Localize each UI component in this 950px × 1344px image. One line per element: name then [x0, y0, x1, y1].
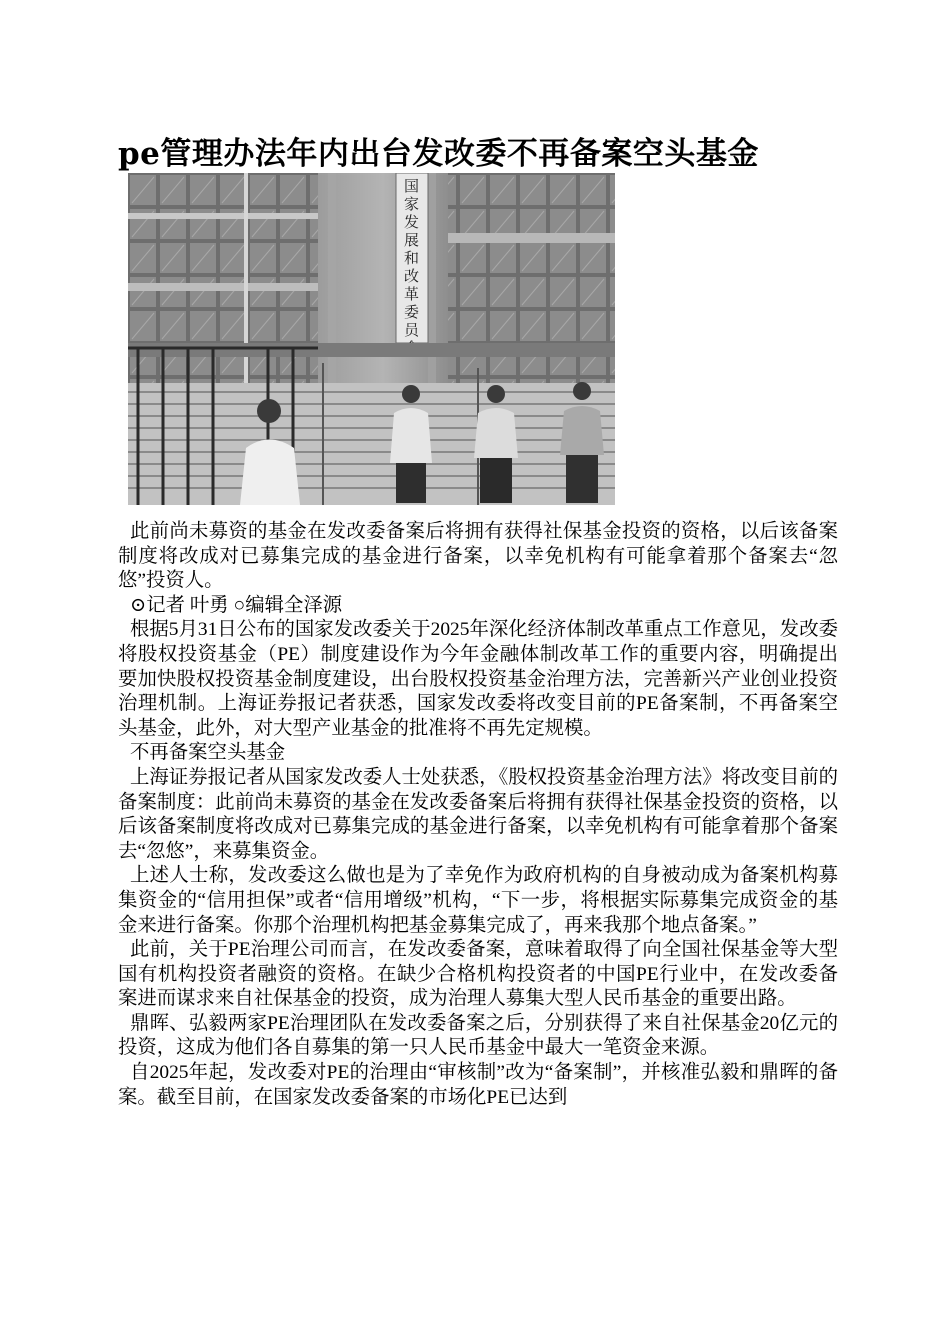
- paragraph: 根据5月31日公布的国家发改委关于2025年深化经济体制改革重点工作意见，发改委将股权投资基金（PE）制度建设作为今年金融体制改革工作的重要内容，明确提出要加快股权投资基金制度建设，出台股权投资基金治理方法，完善新兴产业创业投资治理机制。上海证券报记者获悉，国家发改委将改变目前的PE备案制，不再备案空头基金，此外，对大型产业基金的批准将不再先定规模。: [118, 619, 838, 739]
- section-heading: 不再备案空头基金: [130, 742, 286, 764]
- svg-text:改: 改: [404, 267, 420, 285]
- paragraph-lead: 此前尚未募资的基金在发改委备案后将拥有获得社保基金投资的资格，以后该备案制度将改成对已募集完成的基金进行备案，以幸免机构有可能拿着那个备案去“忽悠”投资人。: [118, 521, 838, 592]
- paragraph: 鼎晖、弘毅两家PE治理团队在发改委备案之后，分别获得了来自社保基金20亿元的投资，这成为他们各自募集的第一只人民币基金中最大一笔资金来源。: [118, 1012, 838, 1059]
- paragraph: 上述人士称，发改委这么做也是为了幸免作为政府机构的自身被动成为备案机构募集资金的“信用担保”或者“信用增级”机构，“下一步，将根据实际募集完成资金的基金来进行备案。你那个治理机构把基金募集完成了，再来我那个地点备案。”: [118, 865, 838, 936]
- svg-text:发: 发: [404, 213, 420, 231]
- svg-text:员: 员: [404, 321, 420, 339]
- paragraph: 自2025年起，发改委对PE的治理由“审核制”改为“备案制”，并核准弘毅和鼎晖的备案。截至目前，在国家发改委备案的市场化PE已达到: [118, 1062, 838, 1108]
- article-body: [118, 520, 838, 1110]
- svg-text:和: 和: [404, 249, 420, 267]
- svg-text:革: 革: [404, 285, 420, 303]
- svg-text:国: 国: [404, 177, 420, 195]
- svg-text:委: 委: [404, 303, 420, 321]
- paragraph-byline: ⊙记者 叶勇 ○编辑全泽源: [130, 594, 343, 616]
- building-scene-image: [128, 173, 615, 505]
- news-photo: [128, 173, 615, 505]
- article-title: pe管理办法年内出台发改委不再备案空头基金: [118, 136, 759, 172]
- paragraph: 此前，关于PE治理公司而言，在发改委备案，意味着取得了向全国社保基金等大型国有机构投资者融资的资格。在缺少合格机构投资者的中国PE行业中，在发改委备案进而谋求来自社保基金的投资，成为治理人募集大型人民币基金的重要出路。: [118, 939, 838, 1010]
- svg-text:家: 家: [404, 195, 420, 213]
- svg-text:展: 展: [404, 231, 420, 249]
- paragraph: 上海证券报记者从国家发改委人士处获悉，《股权投资基金治理方法》将改变目前的备案制度：此前尚未募资的基金在发改委备案后将拥有获得社保基金投资的资格，以后该备案制度将改成对已募集完成的基金进行备案，以幸免机构有可能拿着那个备案去“忽悠”，来募集资金。: [118, 766, 838, 862]
